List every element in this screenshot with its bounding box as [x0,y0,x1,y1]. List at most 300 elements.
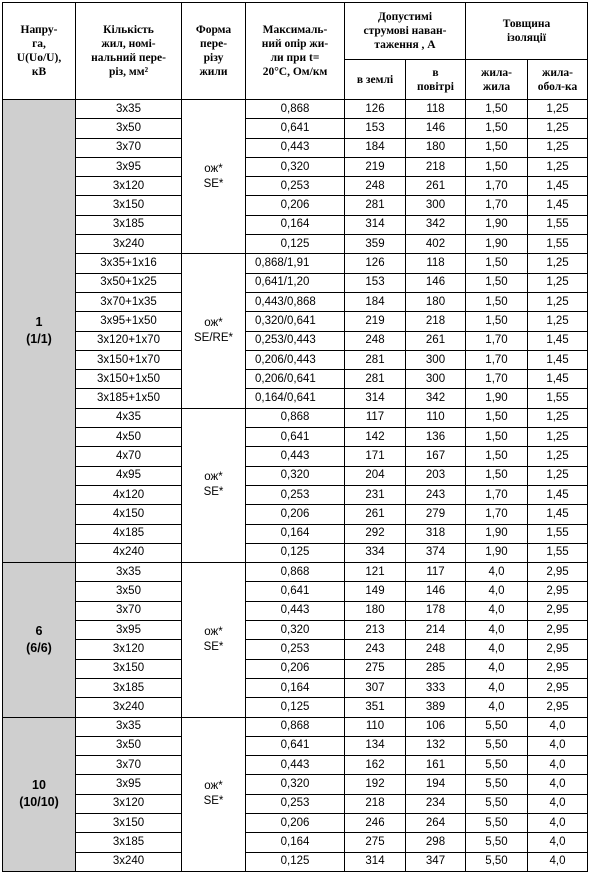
conductors-header: Кількість жил, номі- нальний пере- різ, мм² [76,3,182,100]
current-air-cell: 194 [406,775,466,794]
table-row [3,794,588,813]
resistance-cell: 0,443 [246,601,345,620]
conductor-size-cell: 4x150 [76,505,182,524]
current-air-header: в повітрі [406,60,466,100]
current-ground-cell: 142 [345,428,406,447]
current-air-cell: 146 [406,119,466,138]
insulation-core-cell: 1,50 [466,273,528,292]
conductor-size-cell: 3x70+1x35 [76,292,182,311]
insulation-core-cell: 1,70 [466,177,528,196]
current-air-cell: 146 [406,582,466,601]
table-header [3,3,588,100]
insulation-core-cell: 1,70 [466,331,528,350]
insulation-sheath-cell: 1,25 [528,466,588,485]
resistance-cell: 0,443/0,868 [246,292,345,311]
resistance-cell: 0,641 [246,119,345,138]
insulation-core-cell: 5,50 [466,833,528,852]
table-row [3,543,588,562]
insulation-core-cell: 1,50 [466,157,528,176]
insulation-sheath-cell: 1,45 [528,331,588,350]
table-row [3,756,588,775]
insulation-core-cell: 5,50 [466,794,528,813]
table-row [3,485,588,504]
conductor-size-cell: 3x185+1x50 [76,389,182,408]
insulation-sheath-cell: 2,95 [528,621,588,640]
resistance-cell: 0,206 [246,813,345,832]
conductor-size-cell: 3x95 [76,157,182,176]
conductor-size-cell: 3x35 [76,563,182,582]
current-air-cell: 234 [406,794,466,813]
insulation-sheath-cell: 1,25 [528,100,588,119]
conductor-size-cell: 3x185 [76,678,182,697]
insulation-sheath-cell: 4,0 [528,852,588,871]
current-ground-cell: 149 [345,582,406,601]
conductor-size-cell: 3x70 [76,601,182,620]
conductor-size-cell: 3x35 [76,717,182,736]
resistance-cell: 0,125 [246,698,345,717]
insulation-sheath-cell: 4,0 [528,833,588,852]
current-ground-cell: 126 [345,100,406,119]
shape-cell: ож* SE/RE* [182,254,246,408]
insulation-sheath-cell: 2,95 [528,582,588,601]
table-row [3,524,588,543]
insulation-core-cell: 5,50 [466,736,528,755]
current-air-cell: 300 [406,370,466,389]
resistance-cell: 0,253/0,443 [246,331,345,350]
current-ground-cell: 314 [345,215,406,234]
insulation-core-cell: 1,90 [466,235,528,254]
current-ground-cell: 281 [345,350,406,369]
current-air-cell: 300 [406,350,466,369]
resistance-cell: 0,253 [246,794,345,813]
insulation-sheath-cell: 1,25 [528,292,588,311]
insulation-sheath-cell: 2,95 [528,563,588,582]
current-ground-cell: 192 [345,775,406,794]
current-air-cell: 402 [406,235,466,254]
insulation-core-cell: 1,90 [466,543,528,562]
insulation-core-cell: 1,90 [466,524,528,543]
insulation-sheath-cell: 1,45 [528,350,588,369]
table-row [3,659,588,678]
current-ground-cell: 307 [345,678,406,697]
current-air-cell: 214 [406,621,466,640]
table-row [3,235,588,254]
current-air-cell: 300 [406,196,466,215]
conductor-size-cell: 3x150+1x50 [76,370,182,389]
current-ground-cell: 219 [345,157,406,176]
conductor-size-cell: 3x50 [76,582,182,601]
insulation-core-cell: 5,50 [466,775,528,794]
insulation-sheath-cell: 2,95 [528,698,588,717]
insulation-sheath-cell: 1,55 [528,524,588,543]
insulation-core-cell: 5,50 [466,852,528,871]
conductor-size-cell: 3x50 [76,119,182,138]
insulation-sheath-cell: 4,0 [528,756,588,775]
insulation-sheath-cell: 2,95 [528,640,588,659]
voltage-cell: 10 (10/10) [3,717,76,871]
resistance-cell: 0,320 [246,621,345,640]
current-ground-cell: 334 [345,543,406,562]
resistance-cell: 0,641/1,20 [246,273,345,292]
resistance-cell: 0,253 [246,640,345,659]
current-air-cell: 106 [406,717,466,736]
insulation-sheath-cell: 4,0 [528,813,588,832]
resistance-cell: 0,125 [246,235,345,254]
insulation-sheath-cell: 2,95 [528,659,588,678]
current-ground-cell: 219 [345,312,406,331]
resistance-cell: 0,253 [246,485,345,504]
insulation-core-cell: 1,50 [466,312,528,331]
insulation-core-cell: 1,50 [466,466,528,485]
insulation-core-cell: 4,0 [466,621,528,640]
conductor-size-cell: 4x70 [76,447,182,466]
conductor-size-cell: 3x120+1x70 [76,331,182,350]
current-ground-cell: 281 [345,196,406,215]
resistance-cell: 0,320 [246,775,345,794]
current-air-cell: 136 [406,428,466,447]
table-row [3,736,588,755]
current-air-cell: 264 [406,813,466,832]
insulation-core-cell: 1,70 [466,505,528,524]
resistance-cell: 0,320/0,641 [246,312,345,331]
resistance-cell: 0,206 [246,659,345,678]
conductor-size-cell: 3x35 [76,100,182,119]
current-air-cell: 298 [406,833,466,852]
resistance-cell: 0,868 [246,563,345,582]
insulation-core-cell: 4,0 [466,582,528,601]
table-row [3,177,588,196]
conductor-size-cell: 4x240 [76,543,182,562]
current-air-cell: 342 [406,389,466,408]
current-air-cell: 347 [406,852,466,871]
insulation-sheath-cell: 4,0 [528,775,588,794]
conductor-size-cell: 3x240 [76,235,182,254]
table-row [3,717,588,736]
current-air-cell: 203 [406,466,466,485]
current-ground-cell: 153 [345,273,406,292]
conductor-size-cell: 3x240 [76,698,182,717]
insulation-sheath-cell: 1,25 [528,408,588,427]
shape-cell: ож* SE* [182,408,246,562]
insulation-sheath-cell: 1,25 [528,273,588,292]
table-row [3,292,588,311]
current-ground-cell: 162 [345,756,406,775]
table-row [3,370,588,389]
resistance-cell: 0,443 [246,756,345,775]
insulation-core-cell: 4,0 [466,601,528,620]
insulation-core-cell: 5,50 [466,813,528,832]
insulation-sheath-cell: 1,55 [528,543,588,562]
current-ground-cell: 126 [345,254,406,273]
table-row [3,813,588,832]
table-row [3,331,588,350]
shape-cell: ож* SE* [182,563,246,717]
current-air-cell: 118 [406,254,466,273]
table-row [3,505,588,524]
insulation-core-cell: 1,50 [466,292,528,311]
insulation-sheath-cell: 2,95 [528,601,588,620]
insulation-sheath-cell: 1,45 [528,177,588,196]
current-ground-cell: 292 [345,524,406,543]
conductor-size-cell: 4x185 [76,524,182,543]
conductor-size-cell: 3x185 [76,215,182,234]
insulation-sheath-cell: 1,45 [528,196,588,215]
resistance-cell: 0,206/0,443 [246,350,345,369]
insulation-sheath-cell: 1,25 [528,157,588,176]
resistance-cell: 0,868 [246,408,345,427]
current-air-cell: 117 [406,563,466,582]
resistance-cell: 0,443 [246,138,345,157]
current-ground-cell: 246 [345,813,406,832]
insulation-core-cell: 1,70 [466,485,528,504]
table-row [3,196,588,215]
conductor-size-cell: 3x150+1x70 [76,350,182,369]
conductor-size-cell: 3x150 [76,659,182,678]
insulation-sheath-cell: 1,25 [528,312,588,331]
insulation-sheath-cell: 1,25 [528,428,588,447]
shape-cell: ож* SE* [182,717,246,871]
conductor-size-cell: 3x240 [76,852,182,871]
table-row [3,273,588,292]
resistance-cell: 0,641 [246,428,345,447]
current-ground-cell: 204 [345,466,406,485]
resistance-cell: 0,443 [246,447,345,466]
current-ground-cell: 275 [345,659,406,678]
insulation-sheath-cell: 1,25 [528,138,588,157]
current-air-cell: 318 [406,524,466,543]
insulation-core-cell: 1,70 [466,196,528,215]
resistance-cell: 0,164/0,641 [246,389,345,408]
current-air-cell: 161 [406,756,466,775]
current-air-cell: 261 [406,331,466,350]
current-air-cell: 333 [406,678,466,697]
insulation-sheath-cell: 1,25 [528,447,588,466]
resistance-cell: 0,320 [246,466,345,485]
resistance-header: Максималь- ний опір жи- ли при t= 20°C, Ом/км [246,3,345,100]
insulation-core-cell: 1,90 [466,215,528,234]
insulation-core-cell: 1,50 [466,428,528,447]
conductor-size-cell: 3x70 [76,138,182,157]
current-air-cell: 261 [406,177,466,196]
current-ground-cell: 153 [345,119,406,138]
table-body [3,100,588,872]
current-air-cell: 118 [406,100,466,119]
voltage-cell: 6 (6/6) [3,563,76,717]
table-row [3,447,588,466]
current-air-cell: 243 [406,485,466,504]
table-row [3,389,588,408]
conductor-size-cell: 3x35+1x16 [76,254,182,273]
table-row [3,408,588,427]
resistance-cell: 0,641 [246,736,345,755]
conductor-size-cell: 3x120 [76,177,182,196]
conductor-size-cell: 3x95+1x50 [76,312,182,331]
current-ground-cell: 231 [345,485,406,504]
insulation-sheath-header: жила- обол-ка [528,60,588,100]
current-ground-cell: 314 [345,852,406,871]
current-air-cell: 178 [406,601,466,620]
current-ground-cell: 117 [345,408,406,427]
insulation-sheath-cell: 1,55 [528,215,588,234]
current-ground-cell: 121 [345,563,406,582]
cable-spec-table [2,2,588,872]
current-air-cell: 132 [406,736,466,755]
current-ground-cell: 261 [345,505,406,524]
current-air-cell: 279 [406,505,466,524]
conductor-size-cell: 3x120 [76,794,182,813]
conductor-size-cell: 4x95 [76,466,182,485]
insulation-core-cell: 1,50 [466,254,528,273]
insulation-core-cell: 4,0 [466,698,528,717]
current-air-cell: 167 [406,447,466,466]
insulation-sheath-cell: 1,45 [528,370,588,389]
current-air-cell: 110 [406,408,466,427]
table-row [3,563,588,582]
current-air-cell: 342 [406,215,466,234]
conductor-size-cell: 3x95 [76,775,182,794]
table-row [3,428,588,447]
table-row [3,466,588,485]
insulation-core-cell: 1,50 [466,119,528,138]
current-air-cell: 180 [406,138,466,157]
table-row [3,582,588,601]
current-header: Допустимі струмові наван- таження , А [345,3,466,60]
insulation-sheath-cell: 2,95 [528,678,588,697]
current-air-cell: 180 [406,292,466,311]
insulation-core-cell: 5,50 [466,756,528,775]
current-ground-cell: 171 [345,447,406,466]
table-row [3,640,588,659]
resistance-cell: 0,206 [246,505,345,524]
table-row [3,775,588,794]
current-ground-cell: 218 [345,794,406,813]
table-row [3,312,588,331]
table-row [3,138,588,157]
resistance-cell: 0,125 [246,852,345,871]
voltage-cell: 1 (1/1) [3,100,76,563]
insulation-core-cell: 1,70 [466,370,528,389]
current-air-cell: 218 [406,157,466,176]
conductor-size-cell: 3x150 [76,813,182,832]
insulation-sheath-cell: 1,45 [528,505,588,524]
resistance-cell: 0,206 [246,196,345,215]
insulation-sheath-cell: 1,55 [528,389,588,408]
resistance-cell: 0,868 [246,100,345,119]
resistance-cell: 0,868/1,91 [246,254,345,273]
insulation-core-cell: 1,50 [466,100,528,119]
insulation-core-cell: 1,50 [466,138,528,157]
insulation-header: Товщина ізоляції [466,3,588,60]
insulation-sheath-cell: 1,55 [528,235,588,254]
resistance-cell: 0,164 [246,215,345,234]
conductor-size-cell: 3x50+1x25 [76,273,182,292]
current-ground-cell: 180 [345,601,406,620]
current-air-cell: 146 [406,273,466,292]
current-ground-header: в землі [345,60,406,100]
current-ground-cell: 281 [345,370,406,389]
resistance-cell: 0,125 [246,543,345,562]
insulation-sheath-cell: 4,0 [528,736,588,755]
insulation-core-cell: 5,50 [466,717,528,736]
current-air-cell: 218 [406,312,466,331]
current-ground-cell: 314 [345,389,406,408]
shape-cell: ож* SE* [182,100,246,254]
current-ground-cell: 243 [345,640,406,659]
resistance-cell: 0,164 [246,833,345,852]
conductor-size-cell: 4x120 [76,485,182,504]
table-row [3,119,588,138]
insulation-core-header: жила- жила [466,60,528,100]
insulation-core-cell: 1,70 [466,350,528,369]
current-ground-cell: 110 [345,717,406,736]
conductor-size-cell: 3x70 [76,756,182,775]
voltage-header: Напру- га, U(Uo/U), кВ [3,3,76,100]
table-row [3,833,588,852]
conductor-size-cell: 3x50 [76,736,182,755]
current-air-cell: 374 [406,543,466,562]
conductor-size-cell: 3x185 [76,833,182,852]
resistance-cell: 0,206/0,641 [246,370,345,389]
insulation-sheath-cell: 1,45 [528,485,588,504]
resistance-cell: 0,320 [246,157,345,176]
conductor-size-cell: 4x35 [76,408,182,427]
conductor-size-cell: 3x150 [76,196,182,215]
table-row [3,157,588,176]
current-ground-cell: 248 [345,331,406,350]
current-ground-cell: 213 [345,621,406,640]
current-ground-cell: 275 [345,833,406,852]
insulation-core-cell: 4,0 [466,640,528,659]
resistance-cell: 0,868 [246,717,345,736]
insulation-core-cell: 1,90 [466,389,528,408]
current-ground-cell: 351 [345,698,406,717]
table-row [3,678,588,697]
insulation-sheath-cell: 4,0 [528,794,588,813]
shape-header: Форма пере- різу жили [182,3,246,100]
resistance-cell: 0,164 [246,524,345,543]
current-air-cell: 285 [406,659,466,678]
insulation-sheath-cell: 4,0 [528,717,588,736]
insulation-sheath-cell: 1,25 [528,254,588,273]
resistance-cell: 0,164 [246,678,345,697]
insulation-core-cell: 1,50 [466,408,528,427]
conductor-size-cell: 3x120 [76,640,182,659]
current-ground-cell: 184 [345,292,406,311]
current-ground-cell: 184 [345,138,406,157]
table-row [3,621,588,640]
table-row [3,100,588,119]
current-air-cell: 389 [406,698,466,717]
current-air-cell: 248 [406,640,466,659]
insulation-core-cell: 4,0 [466,678,528,697]
resistance-cell: 0,641 [246,582,345,601]
table-row [3,601,588,620]
resistance-cell: 0,253 [246,177,345,196]
table-row [3,698,588,717]
current-ground-cell: 134 [345,736,406,755]
current-ground-cell: 248 [345,177,406,196]
table-row [3,350,588,369]
conductor-size-cell: 4x50 [76,428,182,447]
insulation-core-cell: 4,0 [466,659,528,678]
table-row [3,215,588,234]
insulation-core-cell: 4,0 [466,563,528,582]
current-ground-cell: 359 [345,235,406,254]
table-row [3,254,588,273]
insulation-core-cell: 1,50 [466,447,528,466]
conductor-size-cell: 3x95 [76,621,182,640]
insulation-sheath-cell: 1,25 [528,119,588,138]
